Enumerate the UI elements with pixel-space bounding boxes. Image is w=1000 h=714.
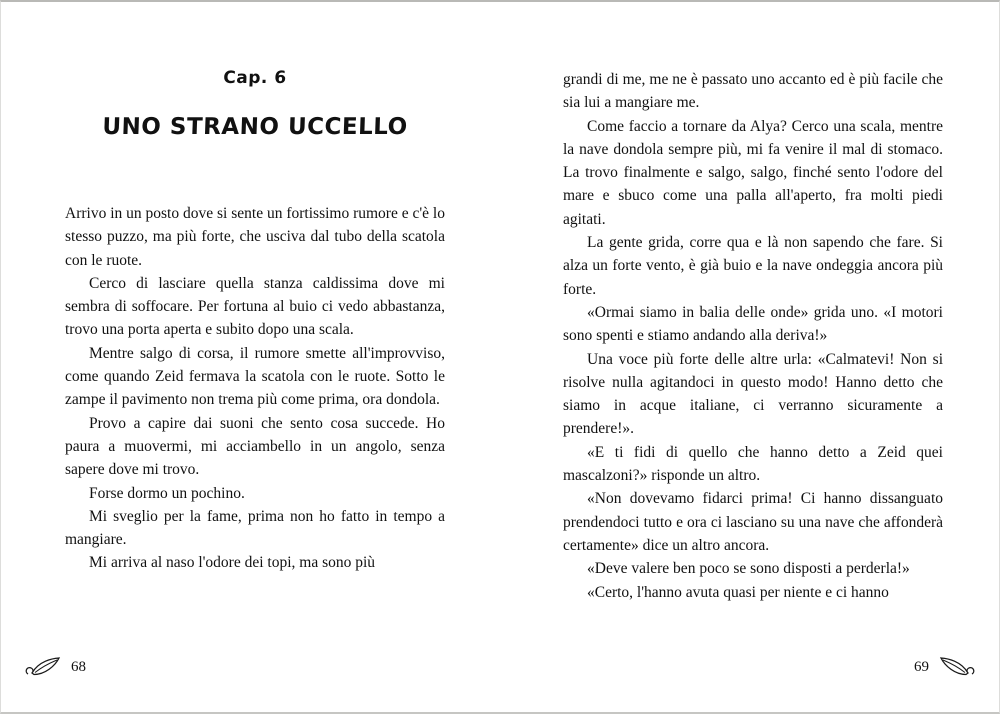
chapter-label: Cap. 6 [222,68,288,88]
paragraph: grandi di me, me ne è passato uno accanto ed è più facile che sia lui a mangiare me. [563,71,943,112]
right-page-body [563,68,943,604]
paragraph: Cerco di lasciare quella stanza caldissima dove mi sembra di soffocare. Per fortuna al buio ci vedo abbastanza, trovo una porta aperta e subito dopo una scala. [65,274,445,339]
paragraph: Forse dormo un pochino. [89,484,245,502]
paragraph: Una voce più forte delle altre urla: «Calmatevi! Non si risolve nulla agitandoci in questo modo! Hanno detto che siamo in acque italiane, ci verranno sicuramente a prendere!». [563,350,943,438]
left-page-body [65,202,445,575]
page-number-right: 69 [914,658,929,675]
right-page-footer [914,656,975,678]
paragraph: «Certo, l'hanno avuta quasi per niente e ci hanno [587,583,889,601]
page-number-left: 68 [71,658,86,675]
left-page-footer [25,656,86,678]
chapter-title: UNO STRANO UCCELLO [101,114,409,140]
left-page [65,2,445,575]
paragraph: Mentre salgo di corsa, il rumore smette all'improvviso, come quando Zeid fermava la scatola con le ruote. Sotto le zampe il pavimento non trema più come prima, ora dondola. [65,344,445,409]
paragraph: Mi sveglio per la fame, prima non ho fatto in tempo a mangiare. [65,507,445,549]
paragraph: Provo a capire dai suoni che sento cosa succede. Ho paura a muovermi, mi acciambello in un angolo, senza sapere dove mi trovo. [65,414,445,479]
paragraph: «Non dovevamo fidarci prima! Ci hanno dissanguato prendendoci tutto e ora ci lasciano su una nave che affonderà certamente» dice un altro ancora. [563,490,943,554]
paragraph: «Deve valere ben poco se sono disposti a perderla!» [587,560,910,578]
paragraph: Mi arriva al naso l'odore dei topi, ma sono più [89,554,376,572]
paragraph: Come faccio a tornare da Alya? Cerco una scala, mentre la nave dondola sempre più, mi fa venire il mal di stomaco. La trovo finalmente e salgo, salgo, finché sento l'odore del mare e sbuco come una palla all'aperto, fra molti piedi agitati. [563,117,943,228]
quill-leaf-icon [939,656,975,678]
right-page [563,2,943,604]
paragraph: La gente grida, corre qua e là non sapendo che fare. Si alza un forte vento, è già buio e la nave ondeggia ancora più forte. [563,234,943,298]
paragraph: Arrivo in un posto dove si sente un fortissimo rumore e c'è lo stesso puzzo, ma più forte, che usciva dal tubo della scatola con le ruote. [65,205,445,269]
paragraph: «Ormai siamo in balia delle onde» grida uno. «I motori sono spenti e stiamo andando alla deriva!» [563,303,943,345]
quill-leaf-icon [25,656,61,678]
paragraph: «E ti fidi di quello che hanno detto a Zeid quei mascalzoni?» risponde un altro. [563,443,943,485]
